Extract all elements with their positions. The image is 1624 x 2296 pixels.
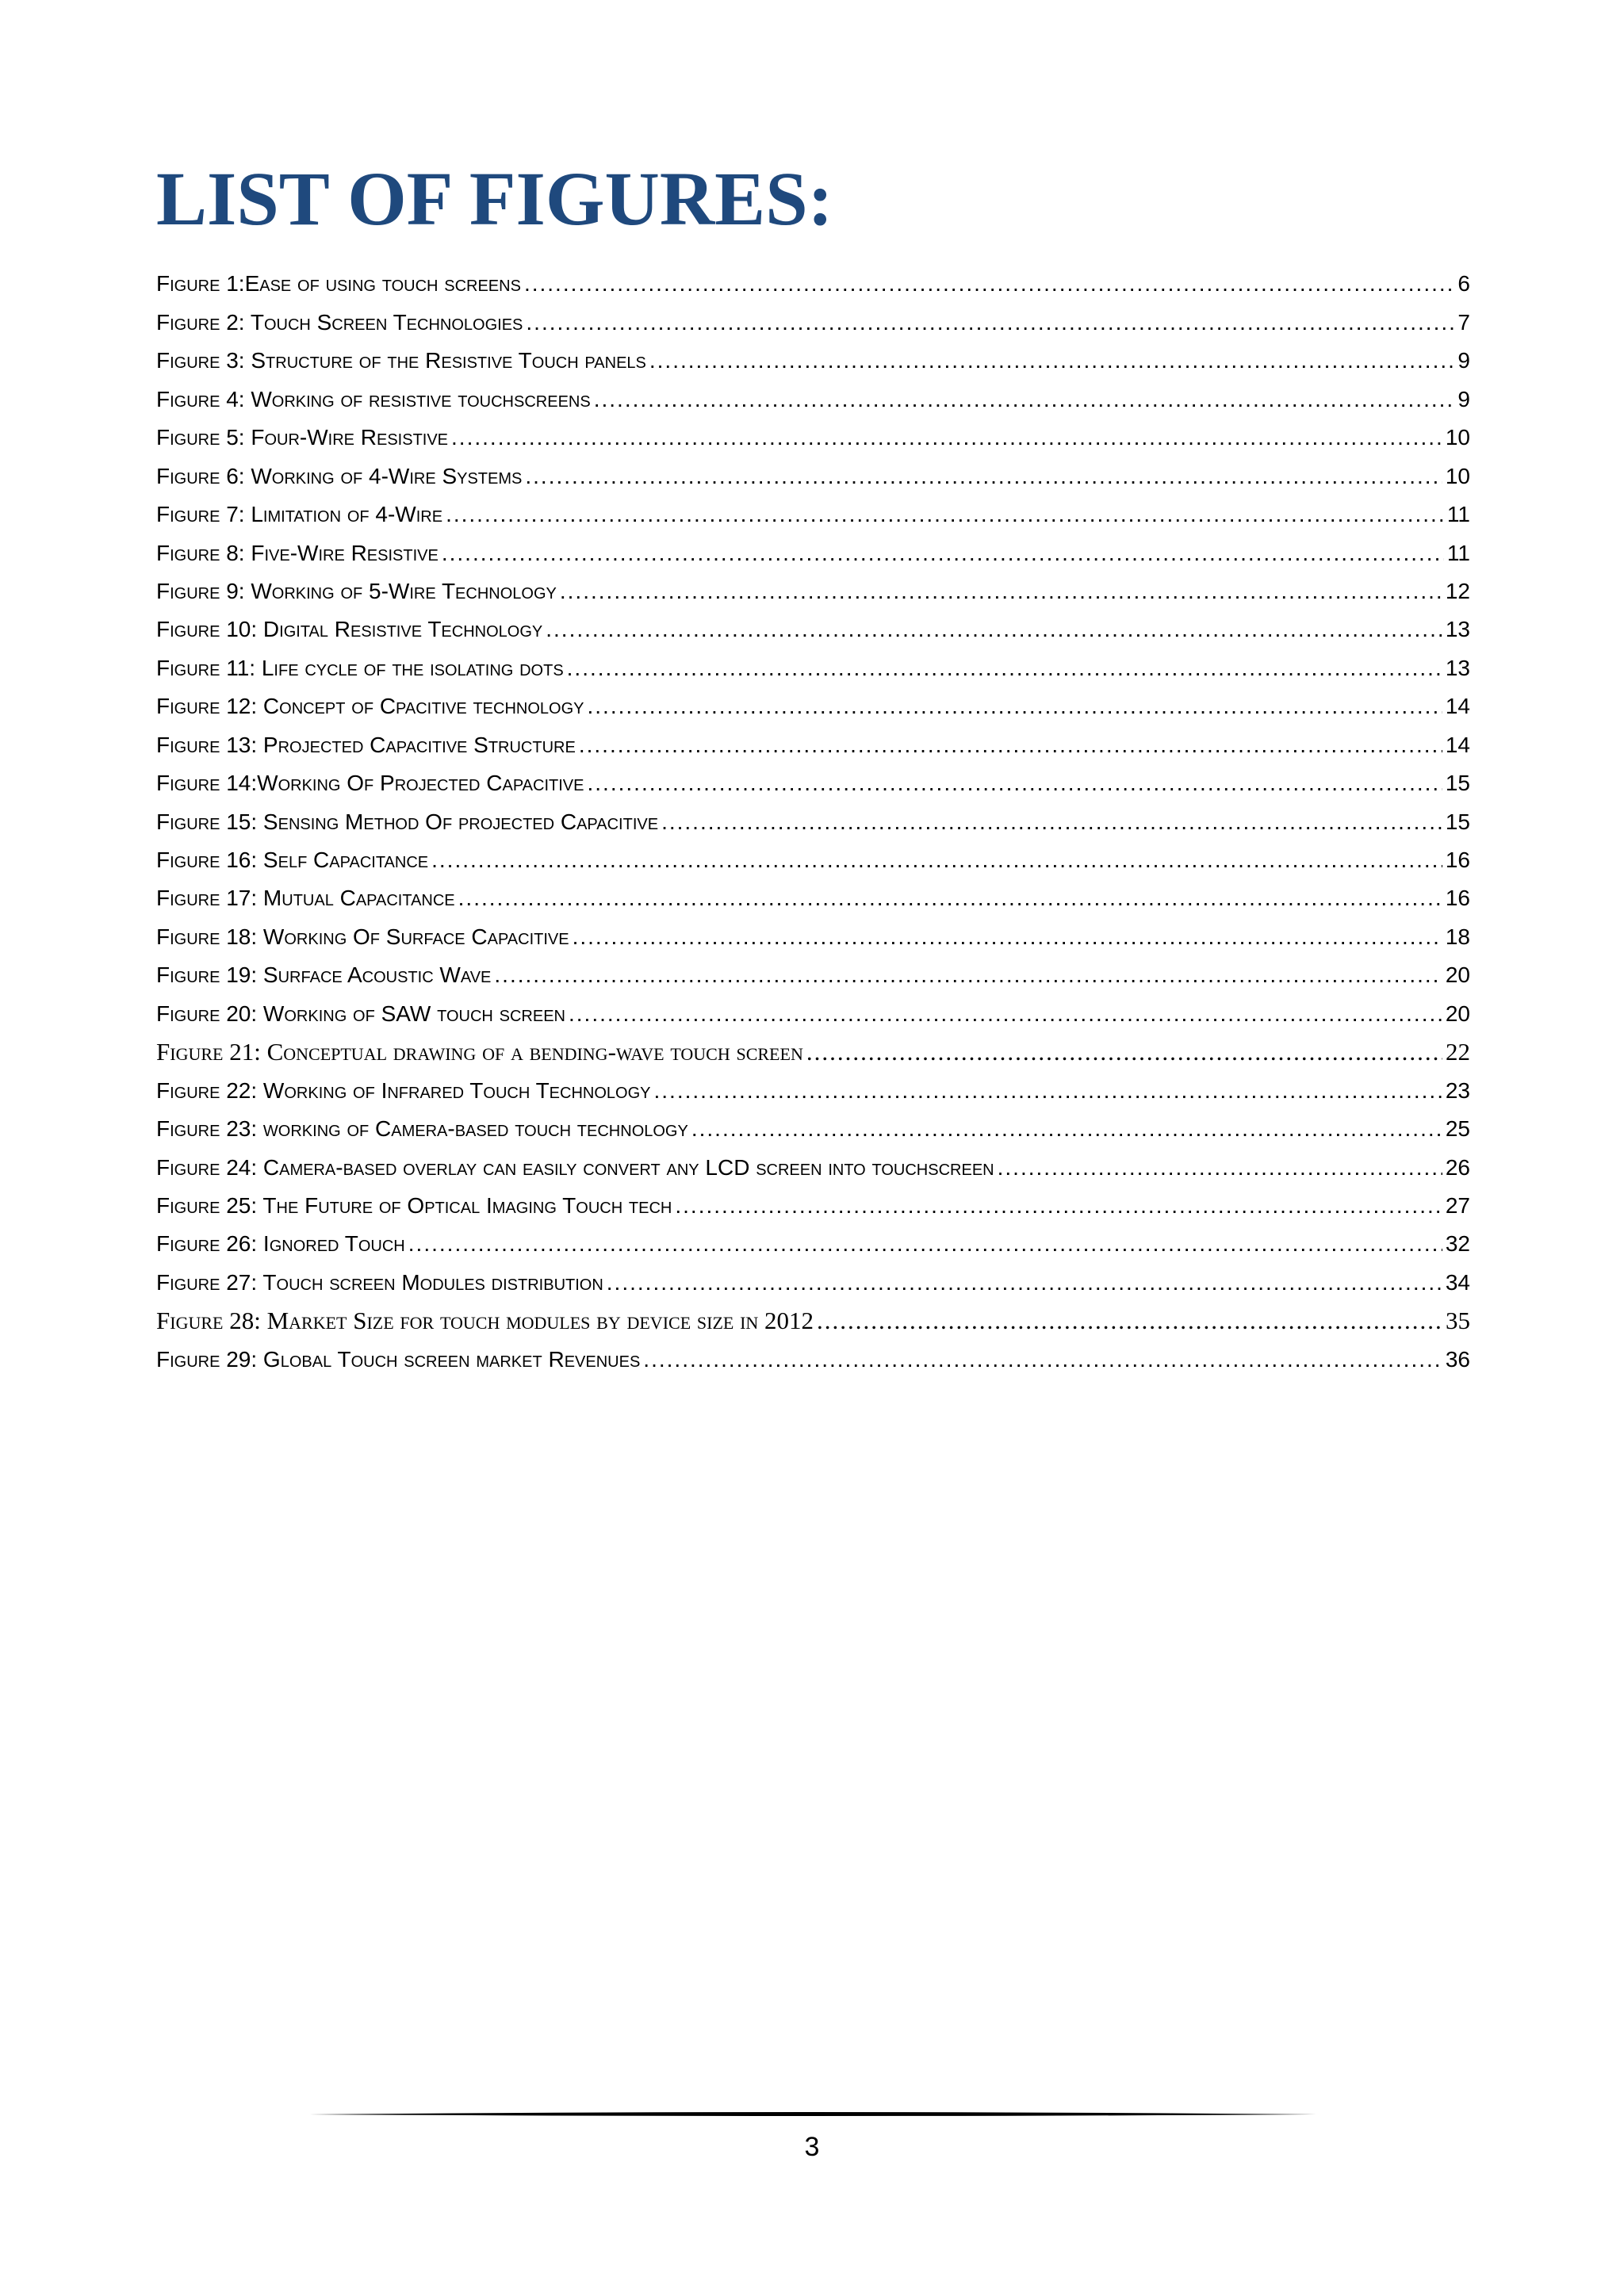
toc-entry-label: Figure 29: Global Touch screen market Revenues [156,1346,641,1372]
toc-entry-label: Figure 26: Ignored Touch [156,1231,405,1257]
toc-entry-label: Figure 25: The Future of Optical Imaging Touch tech [156,1192,672,1218]
toc-entry-label: Figure 24: Camera-based overlay can easily convert any LCD screen into touchscreen [156,1154,994,1180]
toc-entry[interactable] [156,911,1470,949]
toc-entry-page: 25 [1445,1116,1470,1142]
dot-leader [431,848,1442,873]
toc-entry-page: 11 [1446,502,1470,527]
dot-leader [691,1116,1442,1142]
toc-entry[interactable] [156,604,1470,642]
toc-entry-label: Figure 7: Limitation of 4-Wire [156,502,443,527]
toc-entry-label: Figure 6: Working of 4-Wire Systems [156,463,523,488]
toc-entry-label: Figure 22: Working of Infrared Touch Technology [156,1077,651,1103]
toc-entry-label: Figure 3: Structure of the Resistive Touch panels [156,348,646,373]
dot-leader [546,617,1442,642]
dot-leader [675,1193,1442,1219]
dot-leader [408,1231,1442,1257]
toc-entry-page: 9 [1457,386,1470,411]
toc-entry[interactable] [156,873,1470,911]
toc-entry-page: 20 [1445,1001,1470,1026]
toc-entry[interactable] [156,835,1470,873]
dot-leader [587,771,1442,796]
toc-entry-label: Figure 1:Ease of using touch screens [156,271,521,297]
toc-entry-label: Figure 27: Touch screen Modules distribution [156,1269,603,1295]
toc-entry[interactable] [156,758,1470,796]
toc-entry[interactable] [156,450,1470,488]
toc-entry-page: 12 [1445,578,1470,603]
page-title: LIST OF FIGURES: [156,156,833,241]
dot-leader [817,1308,1442,1334]
toc-entry-page: 6 [1457,271,1470,297]
toc-entry-page: 36 [1445,1346,1470,1372]
dot-leader [573,924,1442,950]
toc-entry-page: 35 [1446,1307,1470,1334]
toc-entry-page: 10 [1445,425,1470,450]
toc-entry[interactable] [156,988,1470,1026]
toc-entry-page: 15 [1445,771,1470,796]
dot-leader [806,1039,1442,1065]
toc-entry[interactable] [156,1181,1470,1219]
toc-entry-label: Figure 12: Concept of Cpacitive technology [156,694,584,719]
dot-leader [643,1347,1442,1372]
toc-entry-page: 15 [1445,809,1470,834]
dot-leader [653,1078,1442,1104]
toc-entry-label: Figure 21: Conceptual drawing of a bending-wave touch screen [156,1038,803,1066]
toc-entry[interactable] [156,1142,1470,1180]
toc-entry[interactable] [156,681,1470,719]
toc-entry[interactable] [156,489,1470,527]
toc-entry-label: Figure 19: Surface Acoustic Wave [156,962,492,988]
page-number: 3 [804,2132,820,2162]
toc-entry-label: Figure 20: Working of SAW touch screen [156,1001,565,1026]
toc-entry-page: 7 [1457,309,1470,335]
toc-entry-label: Figure 16: Self Capacitance [156,848,429,872]
toc-entry[interactable] [156,1065,1470,1103]
toc-entry-page: 11 [1446,540,1470,565]
toc-entry-label: Figure 4: Working of resistive touchscreens [156,386,591,411]
dot-leader [494,962,1442,988]
dot-leader [525,464,1442,489]
dot-leader [458,886,1442,911]
toc-entry[interactable] [156,527,1470,565]
dot-leader [569,1001,1442,1027]
dot-leader [560,579,1442,604]
toc-entry-page: 18 [1445,924,1470,949]
toc-entry[interactable] [156,258,1470,297]
toc-entry[interactable] [156,1104,1470,1142]
list-of-figures [156,258,1470,1372]
toc-entry-label: Figure 5: Four-Wire Resistive [156,425,449,450]
dot-leader [442,541,1444,566]
toc-entry[interactable] [156,1027,1470,1065]
dot-leader [567,656,1442,681]
toc-entry-label: Figure 13: Projected Capacitive Structure [156,732,576,757]
toc-entry[interactable] [156,1295,1470,1334]
toc-entry-label: Figure 23: working of Camera-based touch technology [156,1116,688,1142]
dot-leader [526,310,1454,335]
toc-entry-page: 26 [1445,1154,1470,1180]
toc-entry-page: 22 [1446,1038,1470,1066]
toc-entry-page: 27 [1445,1192,1470,1218]
toc-entry[interactable] [156,1257,1470,1295]
dot-leader [579,733,1442,758]
dot-leader [594,387,1455,412]
dot-leader [607,1270,1442,1295]
dot-leader [451,425,1442,450]
toc-entry-page: 20 [1445,962,1470,988]
dot-leader [524,271,1454,297]
dot-leader [998,1155,1442,1181]
dot-leader [649,348,1455,373]
toc-entry-label: Figure 11: Life cycle of the isolating dots [156,655,564,680]
toc-entry-page: 13 [1445,617,1470,642]
toc-entry-page: 14 [1445,694,1470,719]
toc-entry[interactable] [156,1334,1470,1372]
toc-entry-label: Figure 9: Working of 5-Wire Technology [156,578,557,603]
toc-entry-page: 34 [1445,1269,1470,1295]
toc-entry-page: 32 [1445,1231,1470,1257]
dot-leader [446,502,1444,527]
toc-entry-label: Figure 15: Sensing Method Of projected Capacitive [156,809,659,834]
toc-entry-label: Figure 8: Five-Wire Resistive [156,540,439,565]
toc-entry-page: 10 [1445,463,1470,488]
toc-entry[interactable] [156,1219,1470,1257]
dot-leader [588,694,1442,719]
toc-entry[interactable] [156,412,1470,450]
toc-entry-page: 16 [1445,886,1470,911]
toc-entry-page: 9 [1457,348,1470,373]
toc-entry[interactable] [156,335,1470,373]
toc-entry[interactable] [156,566,1470,604]
toc-entry-page: 16 [1445,848,1470,872]
dot-leader [661,809,1442,835]
toc-entry-label: Figure 28: Market Size for touch modules by device size in 2012 [156,1307,814,1334]
footer-divider [309,2110,1316,2118]
toc-entry-page: 23 [1445,1077,1470,1103]
toc-entry[interactable] [156,297,1470,335]
toc-entry[interactable] [156,950,1470,988]
toc-entry-label: Figure 2: Touch Screen Technologies [156,309,523,335]
toc-entry-label: Figure 18: Working Of Surface Capacitive [156,924,569,949]
toc-entry[interactable] [156,719,1470,757]
toc-entry-label: Figure 17: Mutual Capacitance [156,886,455,911]
toc-entry-label: Figure 14:Working Of Projected Capacitive [156,771,584,796]
toc-entry[interactable] [156,373,1470,411]
toc-entry[interactable] [156,796,1470,834]
toc-entry[interactable] [156,642,1470,680]
toc-entry-page: 14 [1445,732,1470,757]
toc-entry-page: 13 [1445,655,1470,680]
toc-entry-label: Figure 10: Digital Resistive Technology [156,617,543,642]
